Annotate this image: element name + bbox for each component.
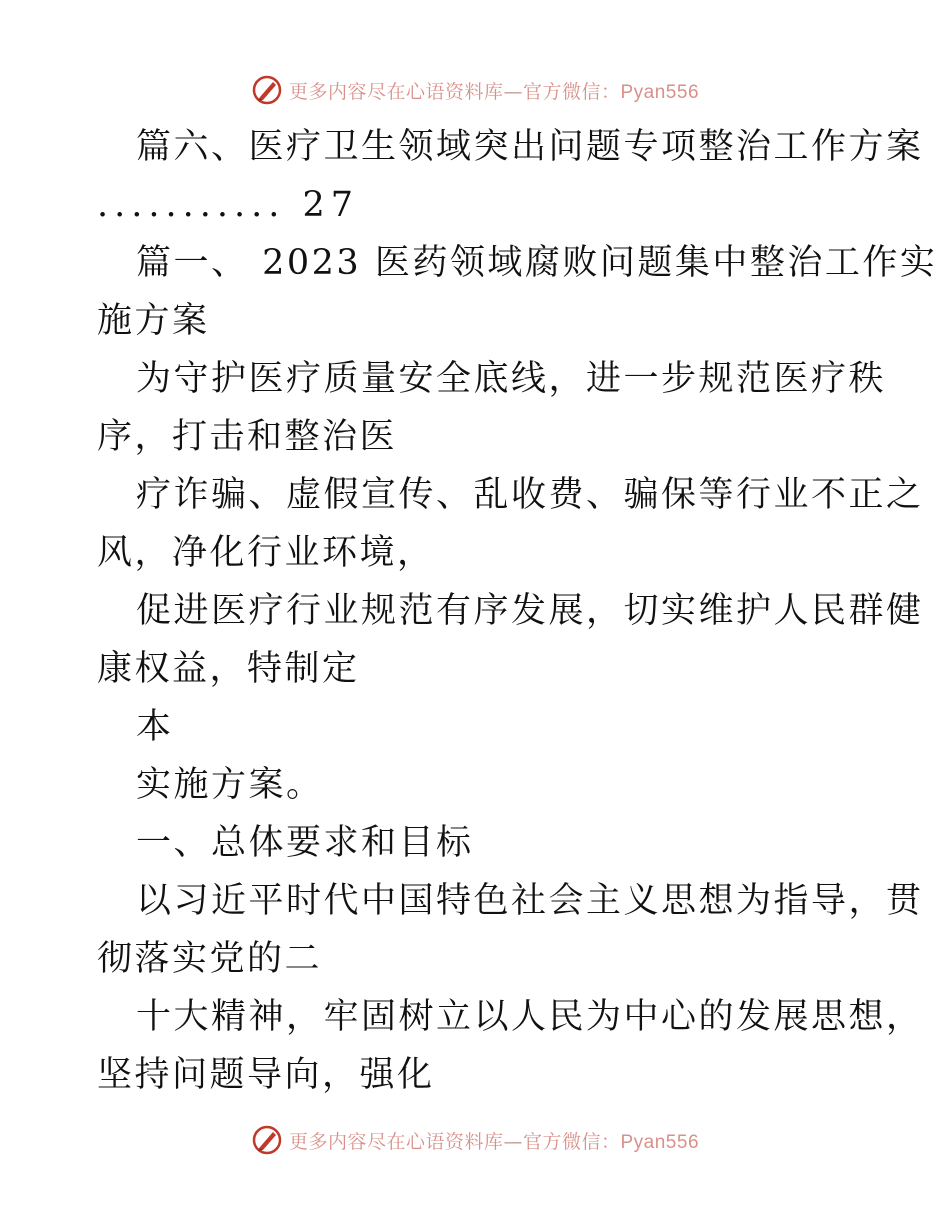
paragraph-line: 风，净化行业环境， xyxy=(97,533,435,573)
watermark-handle: Pyan556 xyxy=(620,81,700,103)
watermark-official: 官方微信： xyxy=(522,1130,621,1153)
section-heading: 一、总体要求和目标 xyxy=(136,823,474,863)
paragraph-line: 实施方案。 xyxy=(136,765,324,805)
paragraph-line: 疗诈骗、虚假宣传、乱收费、骗保等行业不正之 xyxy=(136,475,924,515)
watermark-text xyxy=(289,77,699,104)
footer-watermark xyxy=(0,1120,950,1160)
watermark-brand: 更多内容尽在心语资料库 xyxy=(288,1130,504,1153)
section-title-line-1: 篇一、 2023 医药领域腐败问题集中整治工作实 xyxy=(136,243,938,283)
paragraph-line: 序，打击和整治医 xyxy=(97,417,398,457)
watermark-separator: — xyxy=(503,80,523,103)
paragraph-line: 十大精神，牢固树立以人民为中心的发展思想， xyxy=(136,997,924,1037)
header-watermark xyxy=(0,70,950,110)
toc-entry-text: 篇六、医疗卫生领域突出问题专项整治工作方案 xyxy=(136,127,924,167)
watermark-text xyxy=(289,1127,699,1154)
document-body xyxy=(97,118,938,1104)
paragraph-line: 彻落实党的二 xyxy=(97,939,323,979)
logo-icon xyxy=(251,74,283,106)
paragraph-line: 本 xyxy=(136,707,174,747)
paragraph-line: 康权益，特制定 xyxy=(97,649,360,689)
watermark-handle: Pyan556 xyxy=(620,1131,700,1153)
paragraph-line: 以习近平时代中国特色社会主义思想为指导，贯 xyxy=(136,881,924,921)
watermark-official: 官方微信： xyxy=(522,80,621,103)
section-title-line-2: 施方案 xyxy=(97,301,210,341)
logo-icon xyxy=(251,1124,283,1156)
watermark-brand: 更多内容尽在心语资料库 xyxy=(288,80,504,103)
paragraph-line: 促进医疗行业规范有序发展，切实维护人民群健 xyxy=(136,591,924,631)
toc-entry-page: ........... 27 xyxy=(97,185,360,225)
paragraph-line: 为守护医疗质量安全底线，进一步规范医疗秩 xyxy=(136,359,887,399)
paragraph-line: 坚持问题导向，强化 xyxy=(97,1055,435,1095)
watermark-separator: — xyxy=(503,1130,523,1153)
